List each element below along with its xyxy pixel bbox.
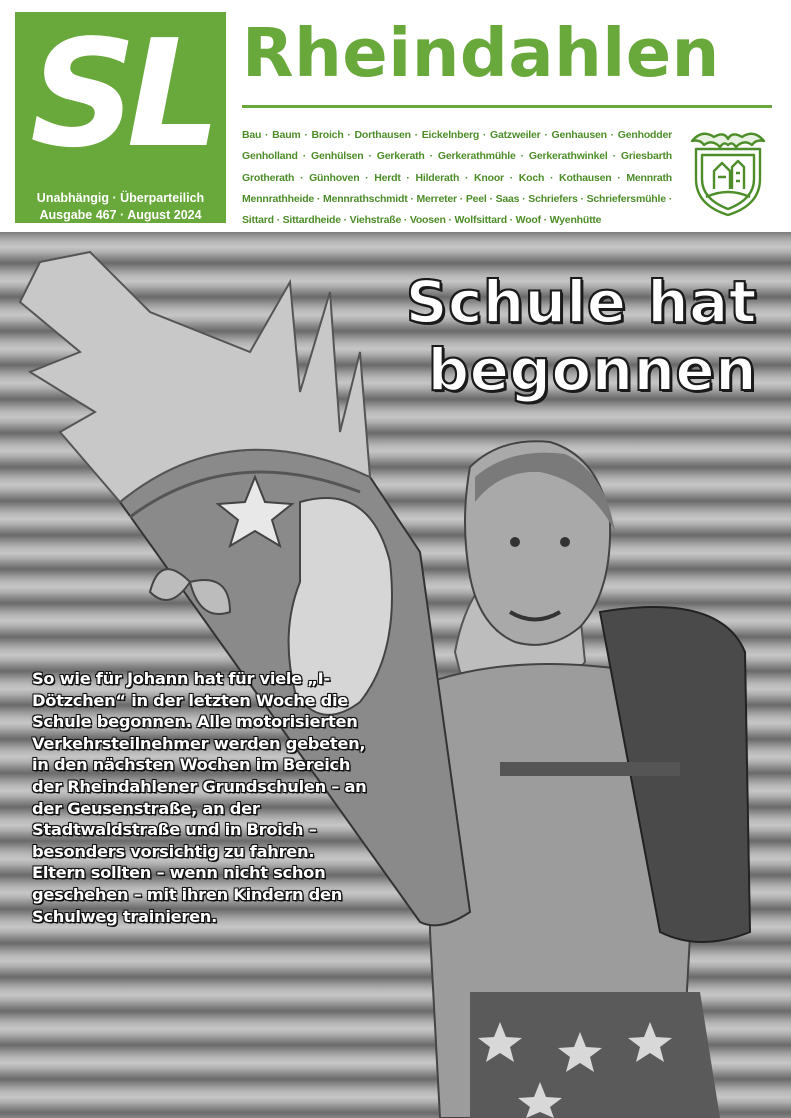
- headline-line-1: Schule hat: [405, 268, 757, 336]
- masthead-title: Rheindahlen: [242, 14, 720, 92]
- child-figure: [430, 441, 750, 1118]
- coat-of-arms-icon: [686, 127, 770, 219]
- logo: [15, 8, 226, 223]
- masthead-divider: [242, 105, 772, 108]
- cover-headline: [406, 268, 757, 404]
- cover-caption: So wie für Johann hat für viele „I-Dötzchen“ in der letzten Woche die Schule begonnen. Alle motorisierten Verkehrsteilnehmer werden gebeten, in den nächsten Wochen im Bereich der Rheindahlener Grundschulen – an der Geusenstraße, an der Stadtwaldstraße und in Broich – besonders vorsichtig zu fahren. Eltern sollten – wenn nicht schon geschehen – mit ihren Kindern den Schulweg trainieren.: [32, 669, 367, 926]
- logo-text: SL: [30, 8, 211, 180]
- issue-info: Ausgabe 467 · August 2024: [39, 208, 202, 222]
- district-list: Bau · Baum · Broich · Dorthausen · Eickelnberg · Gatzweiler · Genhausen · Genhodder Genholland · Genhülsen · Gerkerath · Gerkerathmühle · Gerkerathwinkel · Griesbarth Grotherath · Günhoven · Herdt · Hilderath · Knoor · Koch · Kothausen · Mennrath Mennrathheide · Mennrathschmidt · Merreter · Peel · Saas · Schriefers · Schriefersmühle · Sittard · Sittardheide · Viehstraße · Voosen · Wolfsittard · Woof · Wyenhütte: [242, 129, 672, 227]
- headline-line-2: begonnen: [427, 336, 757, 404]
- cover-photo: [0, 232, 791, 1118]
- tagline: Unabhängig · Überparteilich: [36, 191, 205, 205]
